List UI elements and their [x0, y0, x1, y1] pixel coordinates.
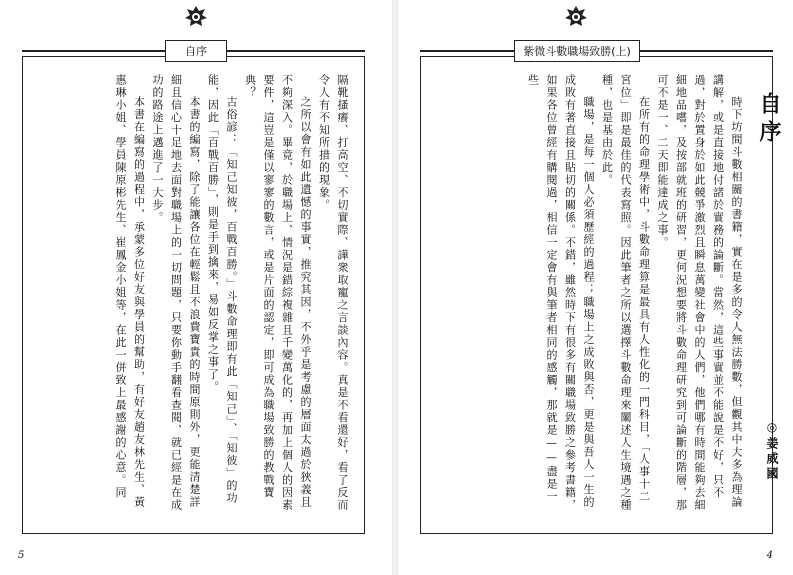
paragraph: 古俗諺：「知己知彼，百戰百勝。」斗數命理即有此「知己」、「知彼」的功能，因此「百戰百勝」，則是手到擒來，易如反掌之事了。	[206, 74, 238, 505]
body-text	[51, 74, 351, 514]
paragraph: 本書在編寫的過程中，承蒙多位好友與學員的幫助，有好友趙友林先生、黃惠琳小姐、學員陳原彬先生、崔鳳金小姐等，在此一併致上最感謝的心意。同	[114, 74, 146, 509]
author-name: ◎姜威國	[765, 420, 779, 482]
header-rule	[420, 50, 514, 52]
paragraph: 職場，是每一個人必須歷經的過程；職場上之成敗與否，更是與吾人一生的成敗有著直接且貼切的關係。不錯，雖然時下有很多有關職場致勝之參考書籍，如果各位曾經有購閱過，相信一定會有與筆者相同的感觸，那就是——盡是一些	[526, 74, 595, 512]
dragon-emblem-icon	[563, 4, 589, 30]
header-rule	[640, 50, 773, 52]
running-header: 自序	[165, 40, 227, 62]
page-number: 5	[18, 550, 25, 561]
paragraph: 之所以會有如此遺憾的事實，推究其因，不外乎是考慮的層面太過於狹義且不夠深入。畢竟，於職場上，情況是錯綜複雜且千變萬化的，再加上個人的因素要件，這豈是僅以寥寥的數言，或是片面的認定，即可成為職場致勝的教戰寶典？	[243, 74, 312, 512]
paragraph: 在所有的命理學術中，斗數命理算是最具有人性化的一門科目，「人事十二宮位」即是最佳的代表寫照。因此筆者之所以選擇斗數命理來闡述人生境遇之種種，也是基由於此。	[600, 74, 651, 512]
paragraph: 本書的編寫，除了能讓各位在輕鬆且不浪費寶貴的時間原則外，更能清楚詳細且信心十足地去面對職場上的一切問題，只要你動手翻看查閱，就已經是在成功的路途上邁進了一大步。	[151, 74, 201, 512]
section-title: 自序	[756, 92, 782, 148]
body-text	[460, 74, 745, 514]
running-header: 紫微斗數職場致勝(上)	[514, 40, 640, 62]
left-page	[0, 0, 395, 575]
paragraph: 時下坊間斗數相關的書籍，實在是多的令人無法勝數，但觀其中大多為理論講解，或是直接地付諸於實務的論斷。當然，這些事實並不能說是不好，只不過，對於置身於如此競爭激烈且瞬息萬變社會中的人們，他們哪有時間能夠去細細地品嚐，及按部就班的研習，更何況想要將斗數命理研究到可論斷的階層，那可不是一、二天即能達成之事。	[656, 74, 743, 512]
right-page	[398, 0, 793, 575]
header-rule	[227, 50, 365, 52]
dragon-emblem-icon	[183, 4, 209, 30]
paragraph: 隔靴搔癢、打高空、不切實際、譁衆取寵之言談內容。真是不看還好，看了反而令人有不知所措的現象。	[317, 74, 349, 512]
header-rule	[22, 50, 165, 52]
page-number: 4	[766, 550, 773, 561]
